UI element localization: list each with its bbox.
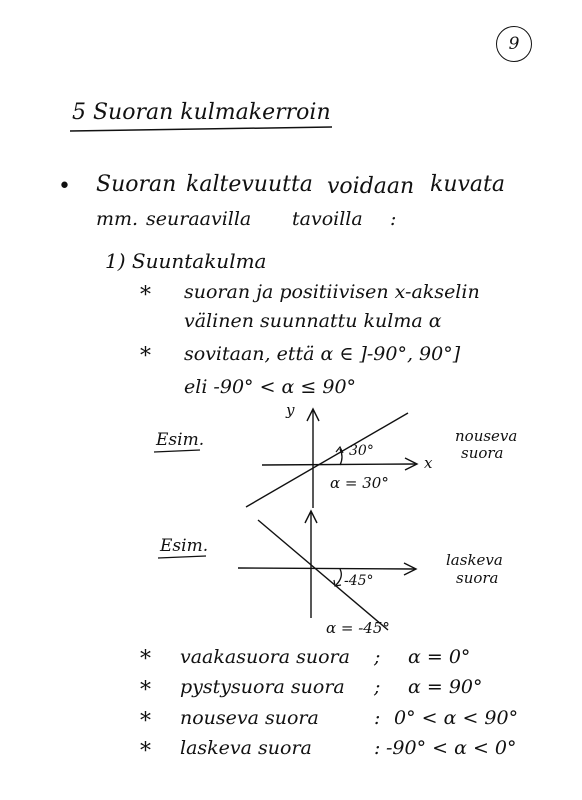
summary-separator: : — [374, 707, 381, 729]
section-heading: 1) Suuntakulma — [105, 249, 267, 273]
intro-word: kuvata — [430, 172, 506, 197]
axis-x-label: x — [424, 454, 433, 472]
definition-line: suoran ja positiivisen x-akselin — [184, 281, 480, 303]
page-title: 5 Suoran kulmakerroin — [72, 100, 331, 125]
summary-name: vaakasuora suora — [180, 646, 350, 668]
intro-word: mm. — [96, 208, 139, 230]
asterisk-bullet: * — [140, 739, 151, 764]
bullet-dot: • — [58, 174, 71, 199]
angle-label: -45° — [344, 573, 374, 589]
asterisk-bullet: * — [140, 647, 151, 672]
summary-condition: -90° < α < 0° — [386, 737, 517, 759]
page-number: 9 — [496, 26, 532, 62]
asterisk-bullet: * — [140, 709, 151, 734]
intro-word: seuraavilla — [146, 208, 252, 230]
line-type-label: laskeva — [446, 551, 503, 569]
line-type-label: nouseva — [455, 427, 518, 445]
example-label: Esim. — [160, 536, 209, 556]
summary-name: laskeva suora — [180, 737, 312, 759]
intro-word: tavoilla — [292, 208, 363, 230]
intro-word: voidaan — [327, 174, 415, 199]
intro-word: Suoran — [96, 172, 177, 197]
intro-word: : — [390, 208, 397, 230]
summary-condition: α = 0° — [408, 646, 471, 668]
line-type-label: suora — [456, 569, 499, 587]
summary-name: pystysuora suora — [180, 676, 345, 698]
axis-y-label: y — [286, 401, 295, 419]
asterisk-bullet: * — [140, 344, 151, 369]
convention-line: sovitaan, että α ∈ ]-90°, 90°] — [184, 343, 461, 365]
example-label: Esim. — [156, 430, 205, 450]
line-type-label: suora — [461, 444, 504, 462]
summary-separator: ; — [374, 646, 381, 668]
angle-result: α = 30° — [330, 474, 389, 492]
summary-name: nouseva suora — [180, 707, 319, 729]
definition-line: välinen suunnattu kulma α — [184, 310, 442, 332]
angle-result: α = -45° — [326, 619, 390, 637]
summary-condition: 0° < α < 90° — [394, 707, 519, 729]
asterisk-bullet: * — [140, 678, 151, 703]
convention-line: eli -90° < α ≤ 90° — [184, 376, 357, 398]
asterisk-bullet: * — [140, 283, 151, 308]
summary-separator: ; — [374, 676, 381, 698]
summary-separator: : — [374, 737, 381, 759]
angle-label: 30° — [349, 443, 374, 459]
summary-condition: α = 90° — [408, 676, 483, 698]
intro-word: kaltevuutta — [186, 172, 313, 197]
